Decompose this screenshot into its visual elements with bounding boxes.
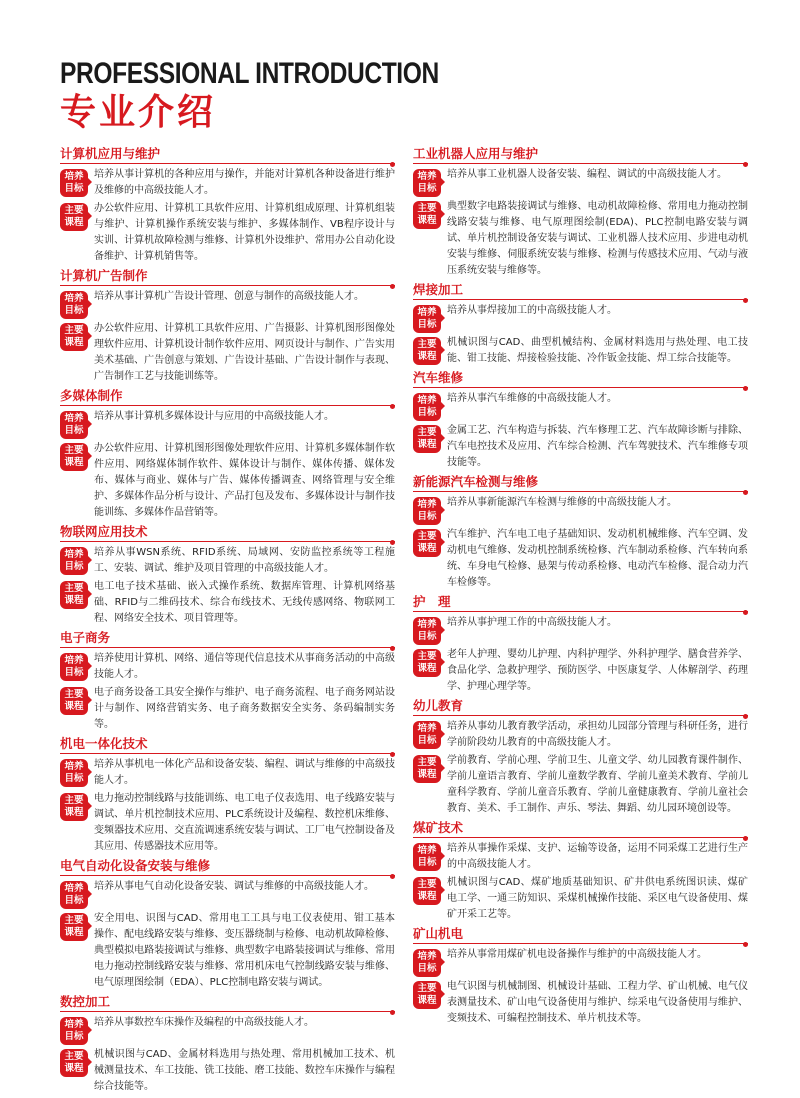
courses-badge <box>413 201 441 229</box>
major-section <box>60 858 395 991</box>
goal-badge <box>413 169 441 197</box>
courses-badge-line1: 主要 <box>64 1051 84 1062</box>
courses-row <box>60 685 395 733</box>
goal-row <box>60 651 395 683</box>
courses-badge <box>60 203 88 231</box>
courses-badge <box>413 425 441 453</box>
courses-row <box>60 579 395 627</box>
courses-text: 电气识图与机械制图、机械设计基础、工程力学、矿山机械、电气仪表测量技术、矿山电气设备使用与维护、综采电气设备使用与维护、变频技术、可编程控制技术、单片机技术等。 <box>447 981 748 1024</box>
section-header <box>413 146 748 164</box>
courses-badge-line1: 主要 <box>417 879 437 890</box>
major-section <box>60 736 395 855</box>
goal-text: 培养从事汽车维修的中高级技能人才。 <box>447 393 617 404</box>
section-header <box>413 594 748 612</box>
goal-text: 培养从事常用煤矿机电设备操作与维护的中高级技能人才。 <box>447 949 707 960</box>
section-title: 幼儿教育 <box>413 698 464 713</box>
section-title: 计算机应用与维护 <box>60 146 161 161</box>
courses-badge <box>413 755 441 783</box>
courses-badge-line2: 课程 <box>417 215 437 226</box>
section-title: 机电一体化技术 <box>60 736 148 751</box>
courses-row <box>60 791 395 855</box>
courses-row <box>413 335 748 367</box>
goal-badge-line1: 培养 <box>64 1019 84 1030</box>
courses-badge-line1: 主要 <box>64 689 84 700</box>
section-title: 电气自动化设备安装与维修 <box>60 858 211 873</box>
goal-text: 培养从事计算机多媒体设计与应用的中高级技能人才。 <box>94 411 334 422</box>
goal-badge <box>413 617 441 645</box>
courses-badge-line2: 课程 <box>64 701 84 712</box>
goal-badge-line1: 培养 <box>417 499 437 510</box>
goal-row <box>60 545 395 577</box>
goal-badge-line1: 培养 <box>417 845 437 856</box>
courses-badge <box>413 877 441 905</box>
courses-badge-line2: 课程 <box>417 351 437 362</box>
goal-badge-line1: 培养 <box>417 723 437 734</box>
goal-badge-line2: 目标 <box>64 561 84 572</box>
goal-row <box>413 615 748 645</box>
goal-row <box>413 719 748 751</box>
section-title: 矿山机电 <box>413 926 464 941</box>
courses-badge-line1: 主要 <box>417 203 437 214</box>
goal-badge-line1: 培养 <box>64 883 84 894</box>
courses-badge <box>60 1049 88 1077</box>
goal-text: 培养从事焊接加工的中高级技能人才。 <box>447 305 617 316</box>
section-header <box>413 820 748 838</box>
major-section <box>413 594 748 695</box>
courses-badge <box>413 337 441 365</box>
courses-row <box>413 423 748 471</box>
major-section <box>60 268 395 385</box>
right-column <box>413 146 748 1030</box>
goal-badge-line2: 目标 <box>64 305 84 316</box>
goal-text: 培养从事WSN系统、RFID系统、局域网、安防监控系统等工程施工、安装、调试、维护及项目管理的中高级技能人才。 <box>94 547 395 574</box>
courses-badge <box>413 649 441 677</box>
courses-badge <box>60 443 88 471</box>
goal-row <box>60 167 395 199</box>
goal-badge-line2: 目标 <box>64 183 84 194</box>
courses-text: 老年人护理、婴幼儿护理、内科护理学、外科护理学、膳食营养学、食品化学、急救护理学、预防医学、中医康复学、人体解剖学、药理学、护理心理学等。 <box>447 649 748 692</box>
goal-badge <box>60 759 88 787</box>
goal-badge-line1: 培养 <box>417 395 437 406</box>
goal-text: 培养从事操作采煤、支护、运输等设备，运用不同采煤工艺进行生产的中高级技能人才。 <box>447 843 748 870</box>
section-header <box>413 698 748 716</box>
goal-badge <box>60 169 88 197</box>
section-title: 煤矿技术 <box>413 820 464 835</box>
courses-row <box>60 321 395 385</box>
goal-badge-line2: 目标 <box>64 667 84 678</box>
courses-badge <box>60 913 88 941</box>
major-section <box>413 698 748 817</box>
section-title: 电子商务 <box>60 630 111 645</box>
goal-badge <box>413 721 441 749</box>
courses-badge-line2: 课程 <box>64 595 84 606</box>
courses-text: 典型数字电路装接调试与维修、电动机故障检修、常用电力拖动控制线路安装与维修、电气原理图绘制(EDA)、PLC控制电路安装与调试、单片机控制设备安装与调试、工业机器人技术应用、步进电动机安装与维修、伺服系统安装与维修、检测与传感技术应用、气动与液压系统安装与维修等。 <box>447 201 748 276</box>
courses-text: 电子商务设备工具安全操作与维护、电子商务流程、电子商务网站设计与制作、网络营销实务、电子商务数据安全实务、条码编制实务等。 <box>94 687 395 730</box>
goal-row <box>60 879 395 909</box>
goal-text: 培养使用计算机、网络、通信等现代信息技术从事商务活动的中高级技能人才。 <box>94 653 395 680</box>
goal-badge <box>413 305 441 333</box>
goal-badge <box>413 497 441 525</box>
section-header <box>413 926 748 944</box>
courses-text: 办公软件应用、计算机图形图像处理软件应用、计算机多媒体制作软件应用、网络媒体制作软件、媒体设计与制作、媒体传播、媒体发布、媒体与商业、媒体与广告、媒体传播调查、网络管理与安全维护、多媒体作品分析与设计、产品打包及发布、多媒体设计与制作技能训练、多媒体作品营销等。 <box>94 443 395 518</box>
courses-row <box>413 647 748 695</box>
courses-badge <box>60 687 88 715</box>
courses-row <box>60 441 395 521</box>
goal-badge-line2: 目标 <box>417 735 437 746</box>
page-header <box>60 58 522 134</box>
courses-badge-line1: 主要 <box>64 915 84 926</box>
goal-row <box>60 1015 395 1045</box>
major-section <box>413 820 748 923</box>
courses-row <box>413 199 748 279</box>
courses-text: 汽车维护、汽车电工电子基础知识、发动机机械维修、汽车空调、发动机电气维修、发动机控制系统检修、汽车制动系检修、汽车转向系统、车身电气检修、悬架与传动系检修、电动汽车检修、混合动力汽车检修等。 <box>447 529 748 588</box>
courses-row <box>60 1047 395 1095</box>
courses-badge-line1: 主要 <box>64 325 84 336</box>
section-title: 数控加工 <box>60 994 111 1009</box>
section-title: 新能源汽车检测与维修 <box>413 474 539 489</box>
goal-text: 培养从事电气自动化设备安装、调试与维修的中高级技能人才。 <box>94 881 374 892</box>
major-section <box>413 282 748 367</box>
section-title: 焊接加工 <box>413 282 464 297</box>
courses-text: 学前教育、学前心理、学前卫生、儿童文学、幼儿园教育课件制作、学前儿童语言教育、学前儿童数学教育、学前儿童美术教育、学前儿童科学教育、学前儿童音乐教育、学前儿童健康教育、学前儿童社会教育、美术、手工制作、声乐、琴法、舞蹈、幼儿园环境创设等。 <box>447 755 748 814</box>
courses-badge-line2: 课程 <box>64 337 84 348</box>
courses-badge-line1: 主要 <box>64 795 84 806</box>
goal-badge-line1: 培养 <box>417 951 437 962</box>
goal-badge-line2: 目标 <box>417 631 437 642</box>
goal-badge <box>413 393 441 421</box>
goal-badge-line1: 培养 <box>64 761 84 772</box>
goal-badge <box>413 843 441 871</box>
courses-badge <box>60 323 88 351</box>
courses-badge <box>60 581 88 609</box>
courses-badge-line2: 课程 <box>64 807 84 818</box>
goal-badge <box>60 411 88 439</box>
section-header <box>60 736 395 754</box>
courses-badge-line1: 主要 <box>417 757 437 768</box>
courses-row <box>60 201 395 265</box>
section-header <box>60 858 395 876</box>
goal-badge-line2: 目标 <box>64 425 84 436</box>
courses-badge-line1: 主要 <box>64 445 84 456</box>
goal-badge-line1: 培养 <box>417 307 437 318</box>
courses-badge-line1: 主要 <box>417 983 437 994</box>
courses-badge <box>60 793 88 821</box>
goal-text: 培养从事新能源汽车检测与维修的中高级技能人才。 <box>447 497 677 508</box>
courses-badge-line1: 主要 <box>64 583 84 594</box>
goal-row <box>413 303 748 333</box>
courses-badge-line1: 主要 <box>64 205 84 216</box>
major-section <box>60 146 395 265</box>
major-section <box>60 388 395 521</box>
section-header <box>60 388 395 406</box>
courses-badge-line1: 主要 <box>417 651 437 662</box>
courses-row <box>60 911 395 991</box>
courses-text: 金属工艺、汽车构造与拆装、汽车修理工艺、汽车故障诊断与排除、汽车电控技术及应用、汽车综合检测、汽车驾驶技术、汽车维修专项技能等。 <box>447 425 748 468</box>
goal-text: 培养从事机电一体化产品和设备安装、编程、调试与维修的中高级技能人才。 <box>94 759 395 786</box>
goal-badge <box>60 547 88 575</box>
courses-row <box>413 979 748 1027</box>
courses-badge-line2: 课程 <box>64 1063 84 1074</box>
goal-badge-line2: 目标 <box>417 857 437 868</box>
courses-text: 电力拖动控制线路与技能训练、电工电子仪表选用、电子线路安装与调试、单片机控制技术应用、PLC系统设计及编程、数控机床维修、变频器技术应用、交直流调速系统安装与调试、工厂电气控制设备及其应用、传感器技术应用等。 <box>94 793 395 852</box>
major-section <box>60 994 395 1095</box>
goal-badge-line2: 目标 <box>64 1031 84 1042</box>
courses-badge-line1: 主要 <box>417 427 437 438</box>
courses-badge-line2: 课程 <box>64 217 84 228</box>
goal-row <box>413 495 748 525</box>
goal-badge-line2: 目标 <box>64 895 84 906</box>
goal-badge-line1: 培养 <box>64 655 84 666</box>
courses-badge <box>413 981 441 1009</box>
goal-row <box>60 289 395 319</box>
courses-badge <box>413 529 441 557</box>
courses-text: 机械识图与CAD、煤矿地质基础知识、矿井供电系统图识读、煤矿电工学、一通三防知识、采煤机械操作技能、采区电气设备使用、煤矿开采工艺等。 <box>447 877 748 920</box>
courses-badge-line2: 课程 <box>417 995 437 1006</box>
section-header <box>413 370 748 388</box>
goal-row <box>413 841 748 873</box>
goal-text: 培养从事幼儿教育教学活动，承担幼儿园部分管理与科研任务，进行学前阶段幼儿教育的中高级技能人才。 <box>447 721 748 748</box>
section-header <box>60 994 395 1012</box>
left-column <box>60 146 395 1098</box>
courses-row <box>413 753 748 817</box>
goal-badge-line2: 目标 <box>417 963 437 974</box>
goal-badge-line2: 目标 <box>417 511 437 522</box>
section-title: 物联网应用技术 <box>60 524 148 539</box>
courses-badge-line2: 课程 <box>417 769 437 780</box>
major-section <box>413 926 748 1027</box>
goal-badge <box>60 1017 88 1045</box>
courses-text: 办公软件应用、计算机工具软件应用、广告摄影、计算机图形图像处理软件应用、计算机设计制作软件应用、网页设计与制作、广告实用美术基础、广告创意与策划、广告设计基础、广告设计制作与表现、广告制作工艺与技能训练等。 <box>94 323 395 382</box>
goal-badge-line2: 目标 <box>417 319 437 330</box>
courses-badge-line2: 课程 <box>64 457 84 468</box>
courses-text: 安全用电、识图与CAD、常用电工工具与电工仪表使用、钳工基本操作、配电线路安装与维修、变压器绕制与检修、电动机故障检修、典型模拟电路装接调试与维修、典型数字电路装接调试与维修、常用电力拖动控制线路安装与维修、常用机床电气控制线路安装与维修、电气原理图绘制（EDA）、PLC控制电路安装与调试。 <box>94 913 395 988</box>
goal-badge-line1: 培养 <box>64 171 84 182</box>
section-title: 计算机广告制作 <box>60 268 148 283</box>
major-section <box>60 630 395 733</box>
courses-badge-line2: 课程 <box>417 439 437 450</box>
goal-text: 培养从事护理工作的中高级技能人才。 <box>447 617 617 628</box>
section-header <box>60 146 395 164</box>
section-header <box>60 630 395 648</box>
courses-badge-line2: 课程 <box>64 927 84 938</box>
goal-text: 培养从事计算机的各种应用与操作，并能对计算机各种设备进行维护及维修的中高级技能人才。 <box>94 169 395 196</box>
goal-badge-line2: 目标 <box>64 773 84 784</box>
goal-text: 培养从事工业机器人设备安装、编程、调试的中高级技能人才。 <box>447 169 727 180</box>
courses-badge-line2: 课程 <box>417 543 437 554</box>
goal-badge-line1: 培养 <box>417 171 437 182</box>
goal-badge <box>60 653 88 681</box>
courses-text: 电工电子技术基础、嵌入式操作系统、数据库管理、计算机网络基础、RFID与二维码技术、综合布线技术、无线传感网络、物联网工程、网络安全技术、项目管理等。 <box>94 581 395 624</box>
section-title: 多媒体制作 <box>60 388 123 403</box>
courses-text: 机械识图与CAD、曲型机械结构、金属材料选用与热处理、电工技能、钳工技能、焊接检验技能、冷作钣金技能、焊工综合技能等。 <box>447 337 748 364</box>
goal-badge-line1: 培养 <box>64 293 84 304</box>
title-english: PROFESSIONAL INTRODUCTION <box>60 57 439 90</box>
goal-text: 培养从事数控车床操作及编程的中高级技能人才。 <box>94 1017 314 1028</box>
goal-badge-line2: 目标 <box>417 407 437 418</box>
courses-text: 机械识图与CAD、金属材料选用与热处理、常用机械加工技术、机械测量技术、车工技能、铣工技能、磨工技能、数控车床操作与编程综合技能等。 <box>94 1049 395 1092</box>
section-header <box>60 268 395 286</box>
goal-text: 培养从事计算机广告设计管理、创意与制作的高级技能人才。 <box>94 291 364 302</box>
goal-row <box>60 757 395 789</box>
courses-text: 办公软件应用、计算机工具软件应用、计算机组成原理、计算机组装与维护、计算机操作系统安装与维护、多媒体制作、VB程序设计与实训、计算机故障检测与维修、计算机外设维护、常用办公自动化设备维护、计算机销售等。 <box>94 203 395 262</box>
courses-badge-line1: 主要 <box>417 531 437 542</box>
goal-badge <box>60 291 88 319</box>
goal-badge <box>413 949 441 977</box>
goal-row <box>413 167 748 197</box>
goal-badge-line1: 培养 <box>417 619 437 630</box>
section-header <box>60 524 395 542</box>
courses-badge-line1: 主要 <box>417 339 437 350</box>
goal-badge <box>60 881 88 909</box>
goal-row <box>60 409 395 439</box>
major-section <box>413 370 748 471</box>
courses-row <box>413 527 748 591</box>
section-title: 护 理 <box>413 594 451 609</box>
title-chinese: 专业介绍 <box>60 92 217 133</box>
courses-badge-line2: 课程 <box>417 663 437 674</box>
goal-badge-line1: 培养 <box>64 549 84 560</box>
major-section <box>60 524 395 627</box>
courses-badge-line2: 课程 <box>417 891 437 902</box>
major-section <box>413 474 748 591</box>
section-title: 汽车维修 <box>413 370 464 385</box>
section-title: 工业机器人应用与维护 <box>413 146 539 161</box>
goal-badge-line1: 培养 <box>64 413 84 424</box>
section-header <box>413 282 748 300</box>
major-section <box>413 146 748 279</box>
section-header <box>413 474 748 492</box>
goal-row <box>413 391 748 421</box>
goal-badge-line2: 目标 <box>417 183 437 194</box>
courses-row <box>413 875 748 923</box>
goal-row <box>413 947 748 977</box>
